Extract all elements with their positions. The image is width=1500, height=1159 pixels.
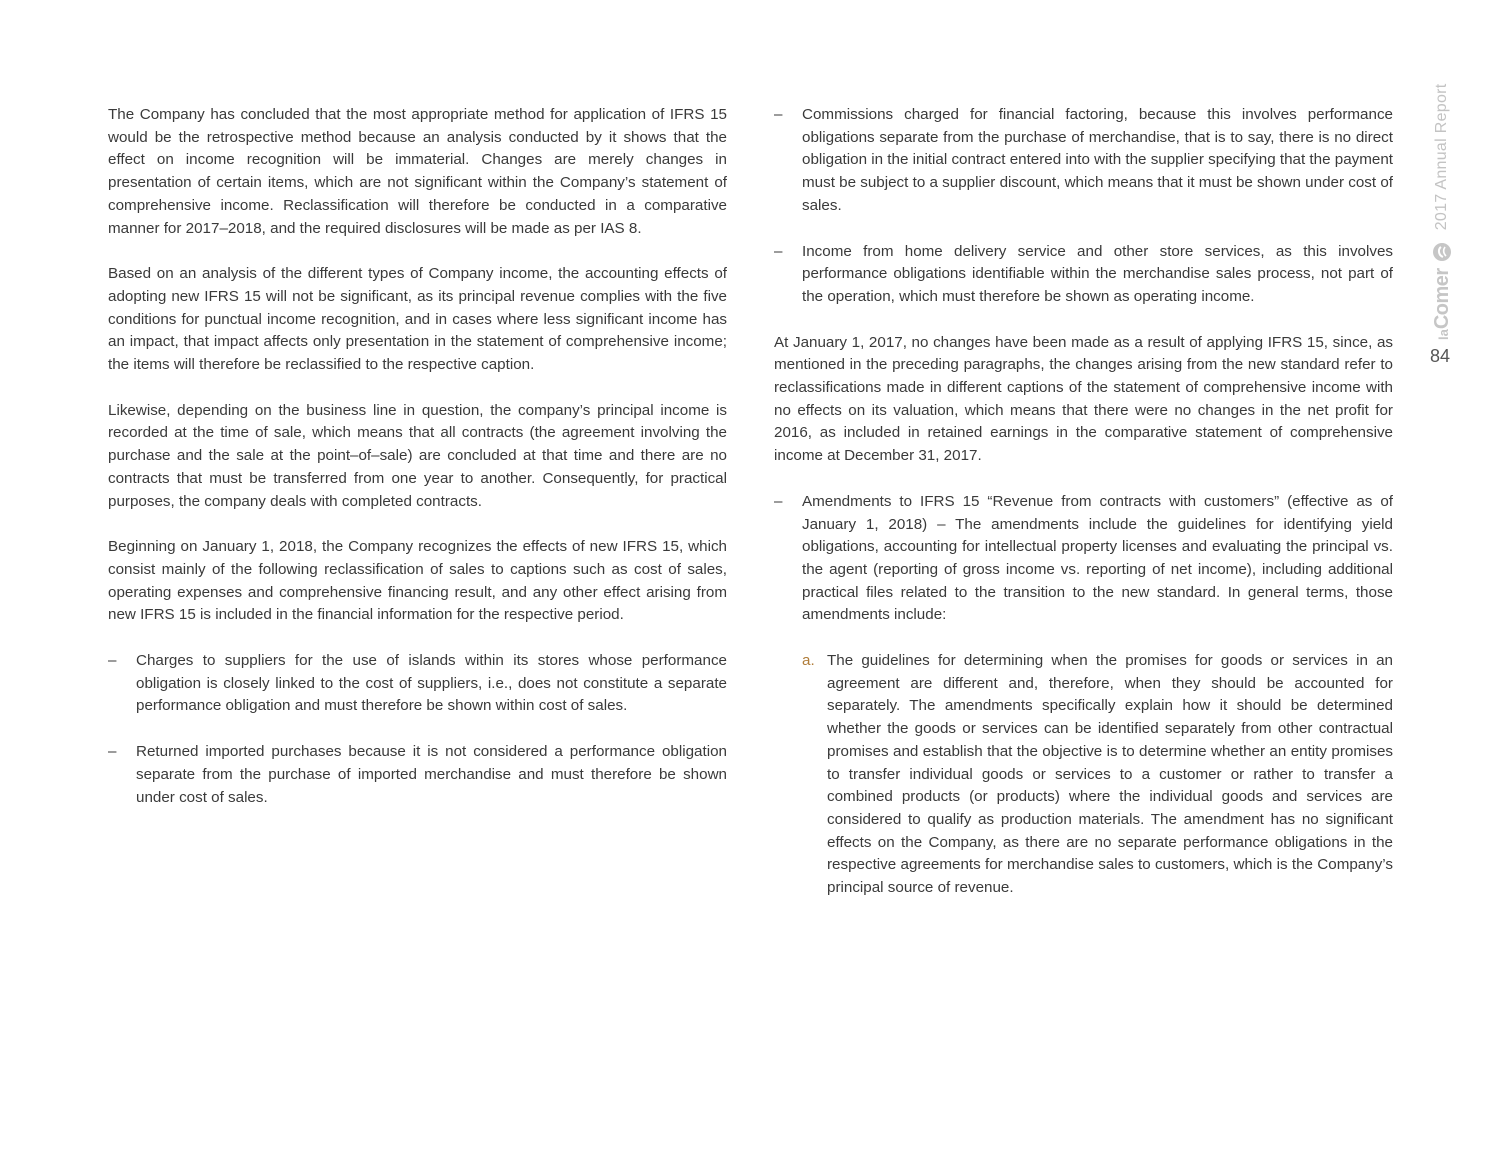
brand-prefix: la [1435, 329, 1451, 340]
list-item [774, 104, 1393, 218]
list-item [774, 491, 1393, 627]
bullet-dash: – [774, 106, 783, 123]
brand-swirl-icon [1432, 242, 1452, 262]
bullet-text-charges-to-suppliers: Charges to suppliers for the use of islands within its stores whose performance obligation is closely linked to the cost of suppliers, i.e., does not constitute a separate performance obligation and must therefore be shown within cost of sales. [136, 652, 727, 715]
bullet-dash: – [774, 492, 783, 510]
paragraph-income-analysis: Based on an analysis of the different types of Company income, the accounting effects of adopting new IFRS 15 will not be significant, as its principal revenue complies with the five conditions for punctual income recognition, and in cases where less significant income has an impact, that impact affects only presentation in the statement of comprehensive income; the items will therefore be reclassified to the respective caption. [108, 265, 727, 374]
side-header-text [1424, 60, 1460, 350]
list-item [774, 241, 1393, 309]
sub-list-item [774, 650, 1393, 900]
paragraph-business-line: Likewise, depending on the business line in question, the company’s principal income is recorded at the time of sale, which means that all contracts (the agreement involving the purchase and the sale at the point–of–sale) are concluded at that time and there are no contracts that must be transferred from one year to another. Consequently, for practical purposes, the company deals with completed contracts. [108, 401, 727, 510]
bullet-text-returned-imports: Returned imported purchases because it is not considered a performance obligation separate from the purchase of imported merchandise and must therefore be shown under cost of sales. [136, 743, 727, 806]
bullet-dash: – [108, 743, 117, 761]
side-header [1424, 60, 1460, 350]
brand-logo [1431, 268, 1454, 340]
bullet-text-amendments: Amendments to IFRS 15 “Revenue from contracts with customers” (effective as of January 1, 2018) – The amendments include the guidelines for identifying yield obligations, accounting for intellectual property licenses and evaluating the principal vs. the agent (reporting of gross income vs. reporting of net income), including additional practical files related to the transition to the new standard. In general terms, those amendments include: [802, 492, 1393, 624]
sub-item-text-guidelines: The guidelines for determining when the promises for goods or services in an agreement are different and, therefore, when they should be accounted for separately. The amendments specifically explain how it should be determined whether the goods or services can be identified separately from other contractual promises and establish that the objective is to determine whether an entity promises to transfer individual goods or services to a customer or rather to transfer a combined products (or products) where the individual goods and services are considered to qualify as production materials. The amendment has no significant effects on the Company, as there are no separate performance obligations in the respective agreements for merchandise sales to customers, which is the Company’s principal source of revenue. [827, 652, 1393, 897]
paragraph-beginning-2018: Beginning on January 1, 2018, the Company recognizes the effects of new IFRS 15, which consist mainly of the following reclassification of sales to captions such as cost of sales, operating expenses and comprehensive financing result, and any other effect arising from new IFRS 15 is included in the financial information for the respective period. [108, 538, 727, 624]
paragraph-january-2017: At January 1, 2017, no changes have been made as a result of applying IFRS 15, since, as mentioned in the preceding paragraphs, the changes arising from the new standard refer to reclassifications made in different captions of the statement of comprehensive income with no effects on its valuation, which means that there were no changes in the net profit for 2016, as included in retained earnings in the comparative statement of comprehensive income at December 31, 2017. [774, 333, 1393, 465]
list-item [108, 741, 727, 809]
sub-item-marker: a. [802, 652, 815, 670]
paragraph-retrospective-method: The Company has concluded that the most appropriate method for application of IFRS 15 would be the retrospective method because an analysis conducted by it shows that the effect on income recognition will be immaterial. Changes are merely changes in presentation of certain items, which are not significant within the Company’s statement of comprehensive income. Reclassification will therefore be conducted in a comparative manner for 2017–2018, and the required disclosures will be made as per IAS 8. [108, 106, 727, 237]
bullet-text-home-delivery: Income from home delivery service and other store services, as this involves performance obligations identifiable within the merchandise sales process, not part of the operation, which must therefore be shown as operating income. [802, 242, 1393, 305]
brand-name: Comer [1430, 268, 1453, 330]
right-column [774, 104, 1393, 923]
left-column [108, 104, 727, 832]
page-number: 84 [1430, 346, 1451, 366]
bullet-text-commissions-factoring: Commissions charged for financial factoring, because this involves performance obligations separate from the purchase of merchandise, that is to say, there is no direct obligation in the initial contract entered into with the supplier specifying that the payment must be subject to a supplier discount, which means that it must be shown under cost of sales. [802, 106, 1393, 214]
report-title: 2017 Annual Report [1433, 83, 1450, 231]
bullet-dash: – [108, 652, 117, 670]
list-item [108, 650, 727, 718]
bullet-dash: – [774, 242, 783, 260]
